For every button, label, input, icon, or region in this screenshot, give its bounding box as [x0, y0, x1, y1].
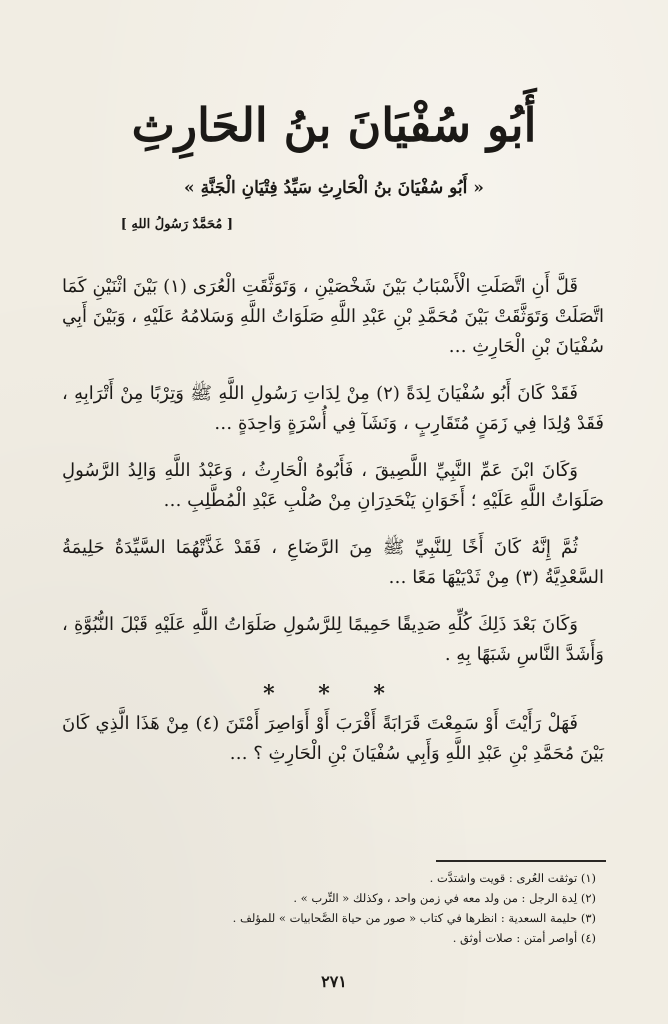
page-number: ٢٧١ [321, 972, 347, 991]
chapter-title: أَبُو سُفْيَانَ بنُ الحَارِثِ [131, 98, 537, 152]
paragraph: وَكَانَ بَعْدَ ذَلِكَ كُلِّهِ صَدِيقًا حَمِيمًا لِلرَّسُولِ صَلَوَاتُ اللَّهِ عَلَيْهِ قَبْلَ النُّبُوَّةِ ، وَأَشَدَّ النَّاسِ شَبَهًا بِهِ . [62, 614, 604, 665]
footnote-divider [436, 860, 606, 862]
chapter-body [62, 272, 604, 786]
paragraph: فَقَدْ كَانَ أَبُو سُفْيَانَ لِدَةً (٢) مِنْ لِدَاتِ رَسُولِ اللَّهِ ﷺ وَتِرْبًا مِنْ أَتْرَابِهِ ، فَقَدْ وُلِدَا فِي زَمَنٍ مُتَقَارِبٍ ، وَنَشَآ فِي أُسْرَةٍ وَاحِدَةٍ … [62, 383, 604, 434]
paragraph: ثُمَّ إِنَّهُ كَانَ أَخًا لِلنَّبِيِّ ﷺ مِنَ الرَّضَاعِ ، فَقَدْ غَذَّتْهُمَا السَّيِّدَةُ حَلِيمَةُ السَّعْدِيَّةُ (٣) مِنْ ثَدْيَيْهَا مَعًا … [62, 537, 604, 588]
footnote: (١) توثقت العُرى : قويت واشتدَّت . [429, 871, 596, 885]
footnote: (٤) أواصر أمتن : صلات أوثق . [452, 931, 596, 945]
footnote: (٣) حليمة السعدية : انظرها في كتاب « صور من حياة الصَّحابيات » للمؤلف . [232, 911, 596, 925]
footnotes [76, 868, 596, 948]
closing-paragraph: فَهَلْ رَأَيْتَ أَوْ سَمِعْتَ قَرَابَةً أَقْرَبَ أَوْ أَوَاصِرَ أَمْتَنَ (٤) مِنْ هَذَا الَّذِي كَانَ بَيْنَ مُحَمَّدِ بْنِ عَبْدِ اللَّهِ وَأَبِي سُفْيَانَ بْنِ الْحَارِثِ ؟ … [62, 713, 604, 764]
chapter-subtitle: « أَبُو سُفْيَانَ بنُ الْحَارِثِ سَيِّدُ فِتْيَانِ الْجَنَّةِ » [184, 178, 484, 198]
paragraph: قَلَّ أَنِ اتَّصَلَتِ الْأَسْبَابُ بَيْنَ شَخْصَيْنِ ، وَتَوَثَّقَتِ الْعُرَى (١) بَيْنَ اثْنَيْنِ كَمَا اتَّصَلَتْ وَتَوَثَّقَتْ بَيْنَ مُحَمَّدِ بْنِ عَبْدِ اللَّهِ صَلَوَاتُ اللَّهِ وَسَلامُهُ عَلَيْهِ ، وَبَيْنَ أَبِي سُفْيَانَ بْنِ الْحَارِثِ … [62, 276, 604, 357]
paragraph: وَكَانَ ابْنَ عَمِّ النَّبِيِّ اللَّصِيقَ ، فَأَبُوهُ الْحَارِثُ ، وَعَبْدُ اللَّهِ وَالِدُ الرَّسُولِ صَلَوَاتُ اللَّهِ عَلَيْهِ ؛ أَخَوَانِ يَنْحَدِرَانِ مِنْ صُلْبِ عَبْدِ الْمُطَّلِبِ … [62, 460, 604, 511]
source-attribution: [ مُحَمَّدٌ رَسُولُ اللهِ ] [120, 217, 233, 232]
section-separator: * * * [263, 681, 403, 707]
footnote: (٢) لِدة الرجل : من ولد معه في زمن واحد ، وكذلك « التِّرب » . [293, 891, 596, 905]
